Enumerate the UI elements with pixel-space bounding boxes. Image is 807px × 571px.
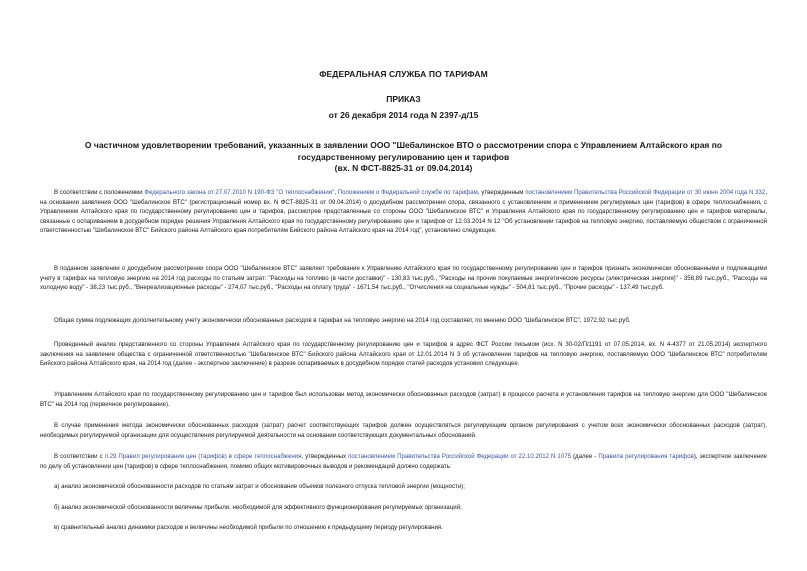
paragraph-5: Управлением Алтайского края по государственному регулированию цен и тарифов был использован метод экономически обоснованных расходов (затрат) в процессе расчета и установления тарифов на тепловую энергию для ООО "Шебалинское ВТС" на 2014 год (первичное регулирование). — [40, 391, 767, 408]
paragraph-3: Общая сумма подлежащих дополнительному учету экономически обоснованных расходов в тарифах на тепловую энергию на 2014 год составляет, по мнению ООО "Шебалинское ВТС", 1972,92 тыс.руб. — [54, 317, 631, 324]
p7-text: ), экспертное заключение по делу об установлении цен (тарифов) в сфере теплоснабжения, помимо общих мотивировочных выводов и рекомендаций должно содержать: — [40, 453, 768, 470]
list-item-b: б) анализ экономической обоснованности величины прибыли, необходимой для эффективного функционирования регулируемых организаций; — [54, 504, 462, 511]
title-line-3: (вх. N ФСТ-8825-31 от 09.04.2014) — [334, 163, 473, 173]
document-date-heading: от 26 декабря 2014 года N 2397-д/15 — [328, 110, 479, 120]
document-title — [60, 140, 747, 175]
title-line-2: государственному регулированию цен и тарифов — [297, 151, 510, 162]
p1-text: , утвержденным — [477, 189, 526, 196]
p1-text: , — [334, 189, 338, 196]
p7-text: (далее - — [571, 453, 599, 460]
link-rules-p29[interactable]: п.29 Правил регулирования цен (тарифов) в сфере теплоснабжения — [104, 453, 302, 460]
list-item-a: а) анализ экономической обоснованности расходов по статьям затрат и обоснование объемов полезного отпуска тепловой энергии (мощности); — [54, 483, 465, 490]
p7-text: В соответствии с — [54, 453, 105, 460]
link-government-decree-1075[interactable]: постановлением Правительства Российской Федерации от 22.10.2012 N 1075 — [348, 453, 571, 460]
paragraph-1 — [40, 188, 767, 236]
title-line-1: О частичном удовлетворении требований, указанных в заявлении ООО "Шебалинское ВТО о рассмотрении спора с Управлением Алтайского края по — [84, 140, 723, 150]
p7-text: , утвержденных — [301, 453, 349, 460]
paragraph-6: В случае применения метода экономически обоснованных расходов (затрат) расчет соответствующих тарифов должен осуществляться регулирующим органом регулирования с учетом всех экономически обоснованных расходов (затрат), необходимых регулируемой организации для осуществления регулируемой деятельности на основании соответствующих документальных обоснований. — [40, 422, 767, 439]
list-item-c: в) сравнительный анализ динамики расходов и величины необходимой прибыли по отношению к предыдущему периоду регулирования. — [54, 524, 443, 531]
paragraph-7 — [40, 452, 767, 471]
link-fst-regulation[interactable]: Положением о Федеральной службе по тарифам — [337, 189, 478, 196]
link-federal-law[interactable]: Федерального закона от 27.07.2010 N 190-ФЗ "О теплоснабжении" — [144, 189, 335, 196]
p1-text: В соответствии с положениями — [54, 189, 145, 196]
link-tariff-rules[interactable]: Правила регулирования тарифов — [598, 453, 694, 460]
link-government-decree-332[interactable]: постановлением Правительства Российской Федерации от 30 июня 2004 года N 332 — [525, 189, 766, 196]
paragraph-4: Проведенный анализ представленного со стороны Управления Алтайского края по государственному регулированию цен и тарифов в адрес ФСТ России письмом (исх. N 30-02/П/1191 от 07.05.2014, вх. N 4-4377 от 21.05.2014) экспертного заключения на заявление общества с ограниченной ответственностью "Шебалинское ВТС" Бийского района Алтайского края от 12.01.2014 N 3 об установлении тарифов на тепловую энергию, поставляемую ООО "Шебалинское ВТС" потребителям Бийского района Алтайского края, на 2014 год (далее - экспертное заключение) в разрезе оспариваемых в досудебном порядке статей расходов установил следующее. — [40, 341, 767, 368]
document-type-heading: ПРИКАЗ — [386, 94, 421, 104]
agency-heading: ФЕДЕРАЛЬНАЯ СЛУЖБА ПО ТАРИФАМ — [319, 69, 488, 79]
paragraph-2: В поданном заявлении о досудебном рассмотрении спора ООО "Шебалинское ВТС" заявляет требование к Управлению Алтайского края по государственному регулированию цен и тарифов признать экономически обоснованными и подлежащими учету в тарифах на тепловую энергию на 2014 год расходы по статьям затрат: "Расходы на топливо (в части доставки)" - 130,83 тыс.руб., "Расходы на прочие покупаемые энергетические ресурсы (электрическая энергия)" - 358,89 тыс.руб., "Расходы на холодную воду" - 38,23 тыс.руб., "Внереализационные расходы" - 274,07 тыс.руб., "Расходы на оплату труда" - 1671,54 тыс.руб., "Отчисления на социальные нужды" - 504,81 тыс.руб., "Прочие расходы" - 137,49 тыс.руб. — [40, 265, 767, 292]
p1-text: , на основании заявления ООО "Шебалинское ВТС" (регистрационный номер вх. N ФСТ-8825-31 от 09.04.2014) о досудебном рассмотрении спора, связанного с установлением и применением регулируемых цен (тарифов) в сфере теплоснабжения, с Управлением Алтайского края по государственному регулированию цен и тарифов, рассмотрев представленные со стороны ООО "Шебалинское ВТС" и Управления Алтайского края по государственному регулированию цен и тарифов материалы, связанные с оспариванием в досудебном порядке решения Управления Алтайского края по государственному регулированию цен и тарифов от 12.03.2014 N 12 "Об установлении тарифов на тепловую энергию, поставляемую обществом с ограниченной ответственностью "Шебалинское ВТС" Бийского района Алтайского края потребителям Бийского района Алтайского края на 2014 год", установлено следующее. — [40, 189, 768, 235]
